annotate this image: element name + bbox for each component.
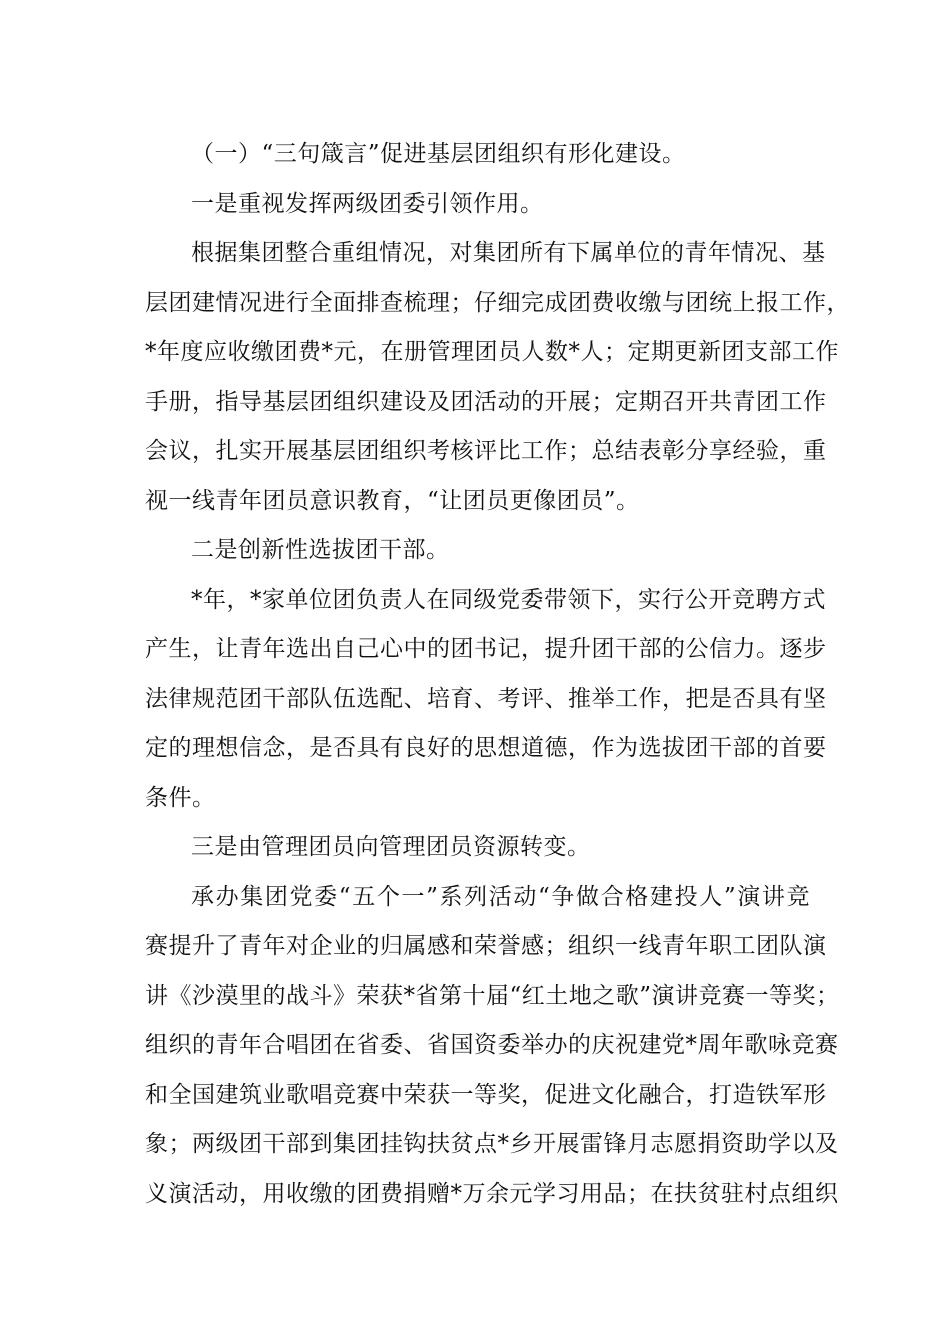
paragraph-line: 产生，让青年选出自己心中的团书记，提升团干部的公信力。逐步 xyxy=(145,636,827,662)
paragraph-line: *年度应收缴团费*元，在册管理团员人数*人；定期更新团支部工作 xyxy=(145,339,839,365)
document-heading: （一）“三句箴言”促进基层团组织有形化建设。 xyxy=(191,141,686,167)
paragraph-line: 组织的青年合唱团在省委、省国资委举办的庆祝建党*周年歌咏竞赛 xyxy=(145,1032,839,1058)
document-body xyxy=(145,130,850,1219)
paragraph-line: *年，*家单位团负责人在同级党委带领下，实行公开竞聘方式 xyxy=(191,586,826,613)
paragraph-line: 定的理想信念，是否具有良好的思想道德，作为选拔团干部的首要 xyxy=(145,735,827,761)
paragraph-line: 和全国建筑业歌唱竞赛中荣获一等奖，促进文化融合，打造铁军形 xyxy=(145,1081,827,1108)
paragraph-line: 法律规范团干部队伍选配、培育、考评、推举工作，把是否具有坚 xyxy=(145,685,827,712)
section-title-3: 三是由管理团员向管理团员资源转变。 xyxy=(191,834,591,860)
section-title-2: 二是创新性选拔团干部。 xyxy=(191,537,450,563)
paragraph-line: 层团建情况进行全面排查梳理；仔细完成团费收缴与团统上报工作， xyxy=(145,289,850,316)
paragraph-line: 象；两级团干部到集团挂钩扶贫点*乡开展雷锋月志愿捐资助学以及 xyxy=(145,1131,839,1157)
section-title-1: 一是重视发挥两级团委引领作用。 xyxy=(191,190,544,217)
paragraph-line: 会议，扎实开展基层团组织考核评比工作；总结表彰分享经验，重 xyxy=(145,438,827,464)
paragraph-line: 承办集团党委“五个一”系列活动“争做合格建投人”演讲竞 xyxy=(191,883,810,910)
paragraph-line: 根据集团整合重组情况，对集团所有下属单位的青年情况、基 xyxy=(191,240,826,266)
paragraph-line: 赛提升了青年对企业的归属感和荣誉感；组织一线青年职工团队演 xyxy=(145,933,827,959)
paragraph-line: 讲《沙漠里的战斗》荣获*省第十届“红土地之歌”演讲竞赛一等奖； xyxy=(145,982,840,1009)
paragraph-line: 义演活动，用收缴的团费捐赠*万余元学习用品；在扶贫驻村点组织 xyxy=(145,1180,839,1207)
paragraph-line: 视一线青年团员意识教育，“让团员更像团员”。 xyxy=(145,487,640,514)
paragraph-line: 条件。 xyxy=(145,784,216,811)
paragraph-line: 手册，指导基层团组织建设及团活动的开展；定期召开共青团工作 xyxy=(145,388,827,415)
